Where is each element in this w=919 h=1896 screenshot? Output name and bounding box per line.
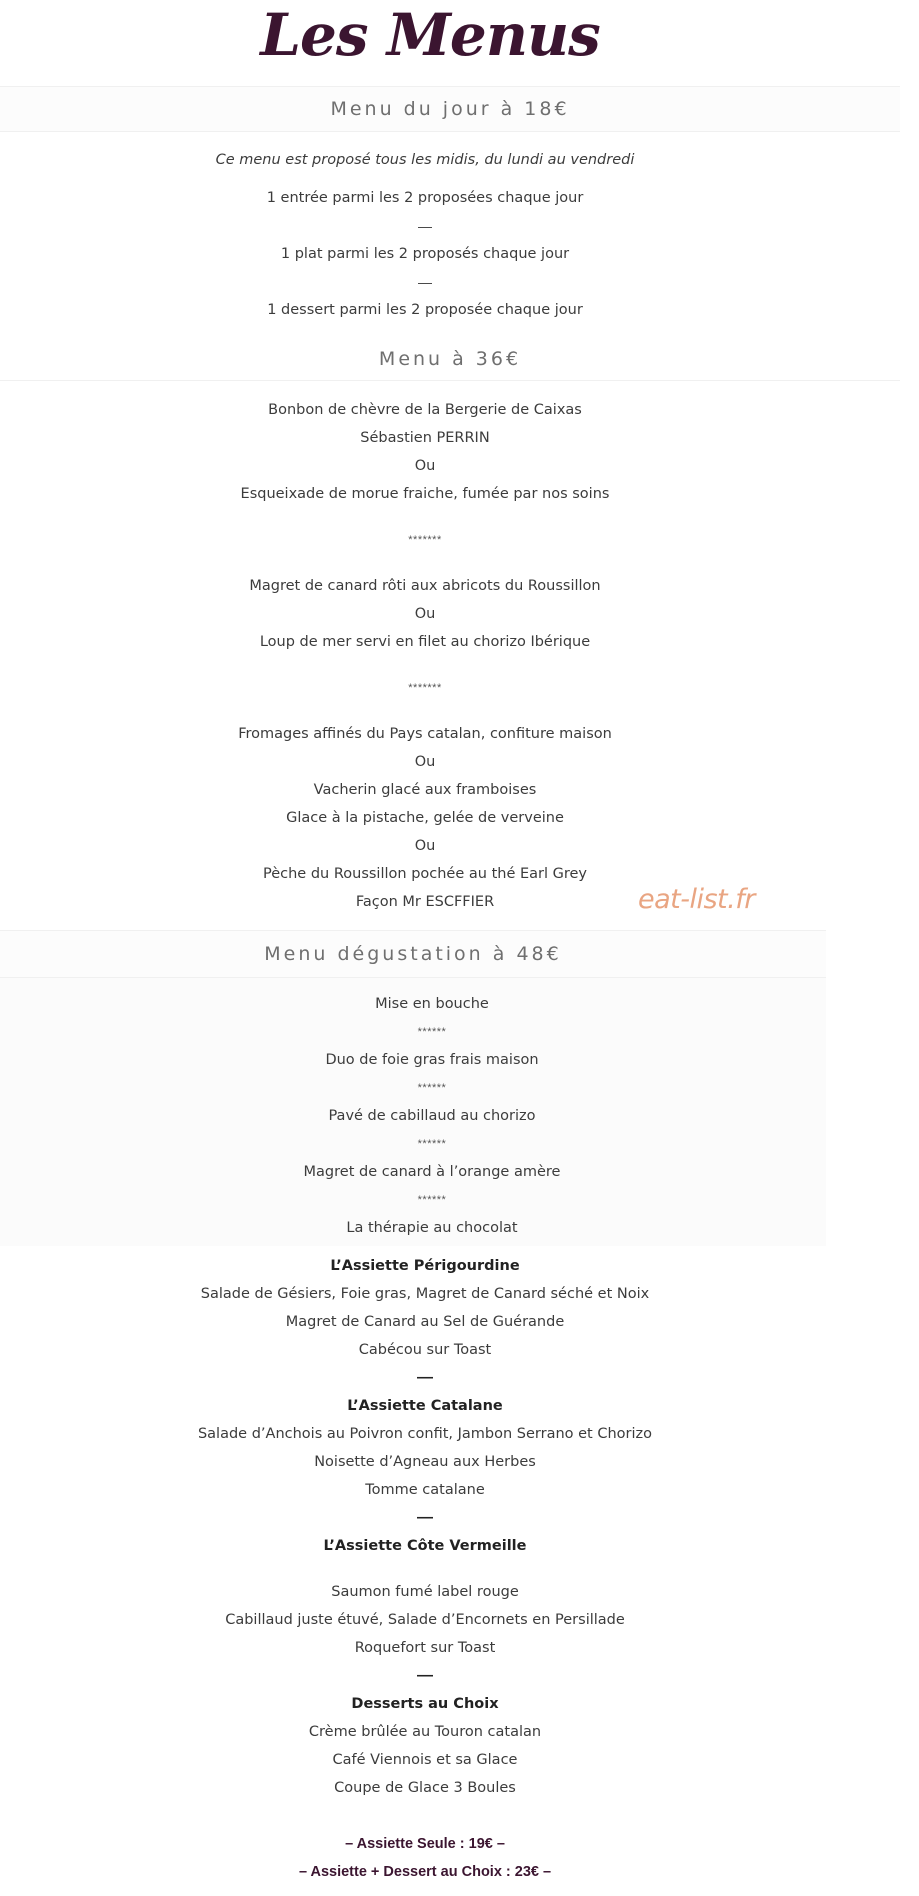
menu-36-entree: Esqueixade de morue fraiche, fumée par nos soins: [240, 486, 610, 502]
menu-36-plat: Ou: [414, 606, 436, 622]
menu-36-dessert: Fromages affinés du Pays catalan, confiture maison: [238, 726, 612, 742]
menu-degustation-section: [0, 990, 864, 1242]
assiette-title: L’Assiette Catalane: [347, 1398, 503, 1414]
menu-jour-section: [0, 146, 850, 324]
menu-36-section: [0, 396, 850, 916]
degustation-course: Magret de canard à l’orange amère: [303, 1164, 561, 1180]
menu-36-plat: Loup de mer servi en filet au chorizo Ibérique: [259, 634, 591, 650]
menu-36-dessert: Ou: [414, 754, 436, 770]
menu-jour-heading: Menu du jour à 18€: [0, 86, 900, 132]
assiette-item: Salade d’Anchois au Poivron confit, Jambon Serrano et Chorizo: [197, 1426, 653, 1442]
menu-36-dessert: Ou: [414, 838, 436, 854]
price-assiette-seule: – Assiette Seule : 19€ –: [345, 1836, 505, 1852]
assiette-item: Tomme catalane: [365, 1482, 485, 1498]
watermark: eat-list.fr: [638, 884, 755, 915]
dessert-item: Café Viennois et sa Glace: [332, 1752, 518, 1768]
degustation-separator: ******: [417, 1138, 447, 1150]
price-assiette-dessert: – Assiette + Dessert au Choix : 23€ –: [298, 1864, 552, 1880]
assiette-title: L’Assiette Périgourdine: [330, 1258, 520, 1274]
assiette-title: L’Assiette Côte Vermeille: [323, 1538, 527, 1554]
assiette-separator: —: [417, 1369, 433, 1386]
menu-degustation-heading: Menu dégustation à 48€: [0, 930, 826, 978]
menu-36-entree: Bonbon de chèvre de la Bergerie de Caixas: [268, 402, 582, 418]
degustation-separator: ******: [417, 1082, 447, 1094]
menu-jour-line: 1 entrée parmi les 2 proposées chaque jour: [266, 190, 584, 206]
degustation-course: Pavé de cabillaud au chorizo: [328, 1108, 536, 1124]
page-title: Les Menus: [260, 1, 600, 69]
dessert-item: Crème brûlée au Touron catalan: [308, 1724, 542, 1740]
desserts-title: Desserts au Choix: [351, 1696, 499, 1712]
degustation-separator: ******: [417, 1194, 447, 1206]
menu-36-dessert: Vacherin glacé aux framboises: [313, 782, 537, 798]
menu-36-dessert: Glace à la pistache, gelée de verveine: [286, 810, 564, 826]
degustation-course: La thérapie au chocolat: [346, 1220, 518, 1236]
menu-36-entree: Ou: [414, 458, 436, 474]
assiettes-section: [0, 1252, 850, 1886]
assiette-item: Cabécou sur Toast: [358, 1342, 492, 1358]
menu-36-entree: Sébastien PERRIN: [360, 430, 490, 446]
assiette-separator: —: [417, 1509, 433, 1526]
menu-jour-line: 1 plat parmi les 2 proposés chaque jour: [280, 246, 570, 262]
assiette-item: Saumon fumé label rouge: [331, 1584, 519, 1600]
assiette-item: Noisette d’Agneau aux Herbes: [314, 1454, 536, 1470]
menu-36-separator: *******: [408, 534, 442, 546]
menu-36-dessert: Façon Mr ESCFFIER: [355, 894, 495, 910]
menu-jour-dash: —: [418, 274, 432, 290]
degustation-course: Duo de foie gras frais maison: [325, 1052, 539, 1068]
dessert-item: Coupe de Glace 3 Boules: [334, 1780, 516, 1796]
menu-jour-intro: Ce menu est proposé tous les midis, du lundi au vendredi: [215, 152, 635, 168]
menu-36-dessert: Pèche du Roussillon pochée au thé Earl Grey: [263, 866, 587, 882]
assiette-item: Cabillaud juste étuvé, Salade d’Encornets en Persillade: [225, 1612, 625, 1628]
menu-36-heading: Menu à 36€: [0, 338, 900, 381]
menu-36-separator: *******: [408, 682, 442, 694]
assiette-separator: —: [417, 1667, 433, 1684]
assiette-item: Salade de Gésiers, Foie gras, Magret de Canard séché et Noix: [200, 1286, 650, 1302]
menu-jour-dash: —: [418, 218, 432, 234]
degustation-separator: ******: [417, 1026, 447, 1038]
menu-jour-line: 1 dessert parmi les 2 proposée chaque jour: [267, 302, 583, 318]
assiette-item: Roquefort sur Toast: [354, 1640, 496, 1656]
assiette-item: Magret de Canard au Sel de Guérande: [285, 1314, 565, 1330]
degustation-course: Mise en bouche: [375, 996, 489, 1012]
menu-36-plat: Magret de canard rôti aux abricots du Roussillon: [249, 578, 601, 594]
